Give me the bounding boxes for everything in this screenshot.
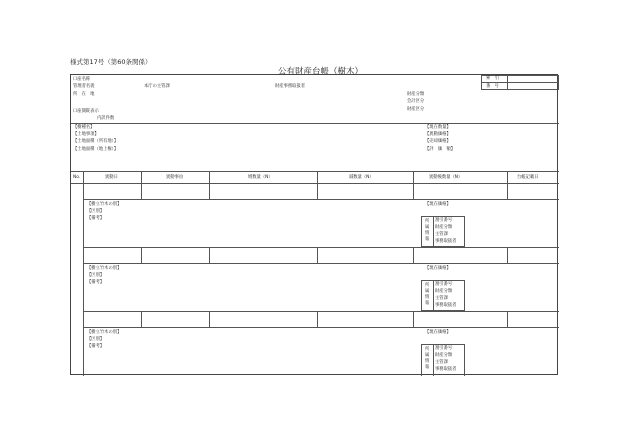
summary-right-2: 【売却価格】 — [425, 139, 451, 144]
label-naibu: 内訳件数 — [97, 116, 115, 121]
block-0-jurin: 【樹立竹木の別】 — [87, 202, 122, 207]
label-zaisan-kubun: 財産区分 — [407, 107, 425, 112]
label-honcho: 本庁の主管課 — [144, 84, 170, 89]
block-1-sho-3: 報 — [425, 301, 430, 306]
block-2-item-0: 割引番号 — [435, 346, 453, 351]
col-idogo-suryo: 異動後数量（N） — [429, 175, 463, 180]
col-daicho-bi: 台帳記載日 — [517, 175, 539, 180]
label-kanrisho: 管理者名義 — [73, 84, 95, 89]
block-0-item-1: 財産分類 — [435, 225, 453, 230]
label-bango: 番 号 — [486, 84, 499, 89]
col-no: No. — [73, 175, 81, 180]
block-2-jurin: 【樹立竹木の別】 — [87, 330, 122, 335]
block-0-item-3: 事務取扱者 — [435, 239, 457, 244]
block-1-jurin: 【樹立竹木の別】 — [87, 266, 122, 271]
block-2-sho-2: 情 — [425, 359, 430, 364]
block-0-sho-0: 所 — [425, 219, 430, 224]
block-1-item-0: 割引番号 — [435, 282, 453, 287]
block-1-item-3: 事務取扱者 — [435, 303, 457, 308]
label-zaisan-bunrui: 財産分類 — [407, 92, 425, 97]
form-number: 様式第17号（第60条関係） — [70, 58, 152, 66]
col-zo-suryo: 増数量（N） — [248, 175, 273, 180]
block-1-item-2: 主管課 — [435, 296, 448, 301]
label-shozaichi: 所 在 地 — [73, 92, 95, 97]
block-2-sho-3: 報 — [425, 365, 430, 370]
block-2-sho-1: 属 — [425, 353, 430, 358]
summary-right-0: 【現在数量】 — [425, 125, 451, 130]
block-1-kubetsu: 【区別】 — [87, 273, 105, 278]
summary-right-3: 【評 価 額】 — [425, 147, 456, 152]
block-2-item-1: 財産分類 — [435, 353, 453, 358]
block-2-sho-0: 所 — [425, 347, 430, 352]
page-title: 公有財産台帳（樹木） — [278, 67, 364, 77]
block-2-item-2: 主管課 — [435, 360, 448, 365]
block-2-biko: 【備考】 — [87, 344, 105, 349]
block-0-item-0: 割引番号 — [435, 218, 453, 223]
block-1-item-1: 財産分類 — [435, 289, 453, 294]
block-1-sho-1: 属 — [425, 289, 430, 294]
block-1-kakaku: 【現在価格】 — [425, 266, 451, 271]
block-1-sho-0: 所 — [425, 283, 430, 288]
label-jimu: 財産事務取扱者 — [275, 84, 306, 89]
block-2-item-3: 事務取扱者 — [435, 367, 457, 372]
label-koza-hyoji: 口座開錠表示 — [73, 109, 99, 114]
summary-left-0: 【樹種名】 — [73, 125, 95, 130]
col-ido-jiyu: 異動事由 — [166, 175, 184, 180]
block-1-sho-2: 情 — [425, 295, 430, 300]
block-1-biko: 【備考】 — [87, 280, 105, 285]
summary-left-3: 【土地面積（地上権）】 — [73, 147, 119, 152]
summary-left-1: 【土地事項】 — [73, 132, 99, 137]
block-0-sho-3: 報 — [425, 237, 430, 242]
block-0-sho-2: 情 — [425, 231, 430, 236]
block-2-kakaku: 【現在価格】 — [425, 330, 451, 335]
ledger-form — [70, 74, 558, 375]
label-kuchimei: 口座名称 — [73, 77, 91, 82]
label-sakuin: 索 引 — [486, 76, 499, 81]
col-ido-bi: 異動日 — [105, 175, 118, 180]
col-gen-suryo: 減数量（N） — [349, 175, 374, 180]
block-0-kakaku: 【現在価格】 — [425, 202, 451, 207]
label-kaikei: 会計区分 — [407, 99, 425, 104]
summary-right-1: 【異動価格】 — [425, 132, 451, 137]
block-2-kubetsu: 【区別】 — [87, 337, 105, 342]
block-0-item-2: 主管課 — [435, 232, 448, 237]
block-0-biko: 【備考】 — [87, 216, 105, 221]
block-0-sho-1: 属 — [425, 225, 430, 230]
block-0-kubetsu: 【区別】 — [87, 209, 105, 214]
summary-left-2: 【土地面積（所有地）】 — [73, 139, 119, 144]
